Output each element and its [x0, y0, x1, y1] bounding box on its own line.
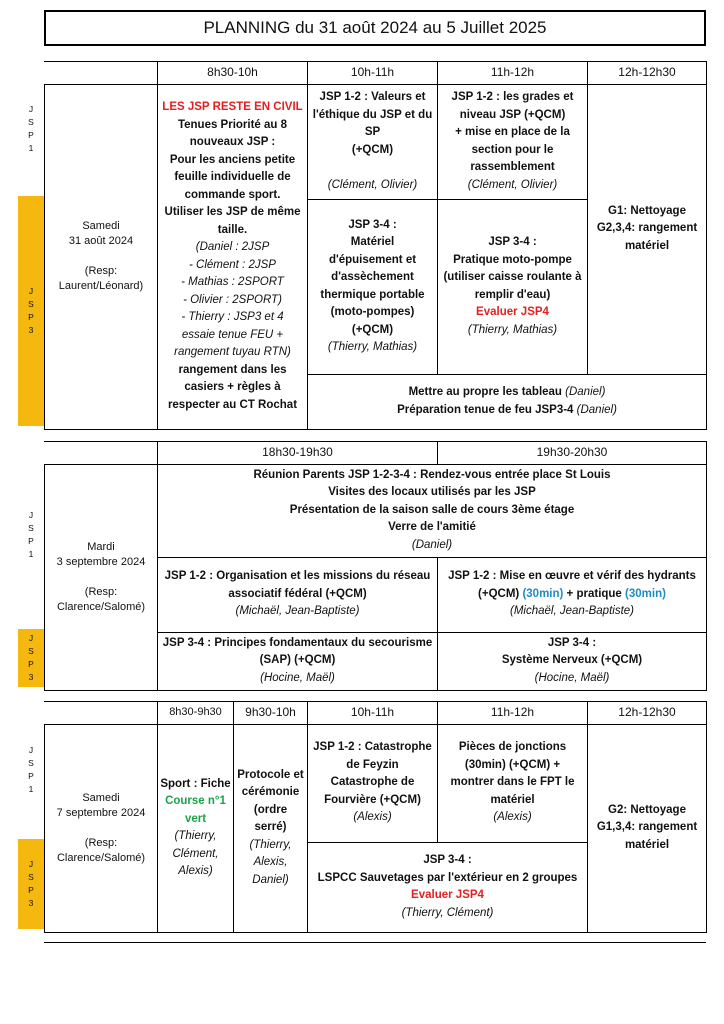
activity-values-ethics: JSP 1-2 : Valeurs et l'éthique du JSP et du SP (+QCM) (Clément, Olivier): [308, 84, 438, 199]
group-sidebar: [18, 701, 44, 929]
date-cell: Samedi 31 août 2024 (Resp: Laurent/Léonard): [45, 84, 158, 429]
time-header: 11h-12h: [438, 62, 588, 85]
time-header: 11h-12h: [438, 702, 588, 725]
activity-preparation: Mettre au propre les tableau (Daniel) Préparation tenue de feu JSP3-4 (Daniel): [308, 374, 707, 429]
time-header: 18h30-19h30: [158, 442, 438, 465]
alert-text: Evaluer JSP4: [411, 889, 484, 901]
jsp3-label: J S P 3: [18, 839, 44, 929]
activity-cleaning: G1: Nettoyage G2,3,4: rangement matériel: [588, 84, 707, 374]
activity-cleaning: G2: Nettoyage G1,3,4: rangement matériel: [588, 724, 707, 932]
activity-grades: JSP 1-2 : les grades et niveau JSP (+QCM) + mise en place de la section pour le rassemblement (Clément, Olivier): [438, 84, 588, 199]
activity-junction-parts: Pièces de jonctions (30min) (+QCM) + montrer dans le FPT le matériel (Alexis): [438, 724, 588, 842]
time-header: 10h-11h: [308, 702, 438, 725]
schedule-block-sep7: [18, 701, 706, 929]
jsp3-label: J S P 3: [18, 196, 44, 426]
activity-nervous-system: JSP 3-4 : Système Nerveux (+QCM) (Hocine, Maël): [438, 632, 707, 690]
alert-text: Evaluer JSP4: [476, 306, 549, 318]
activity-pumping-equipment: JSP 3-4 : Matériel d'épuisement et d'assèchement thermique portable (moto-pompes) (+QCM) (Thierry, Mathias): [308, 199, 438, 374]
date-cell: Samedi 7 septembre 2024 (Resp: Clarence/Salomé): [45, 724, 158, 932]
time-header: 12h-12h30: [588, 702, 707, 725]
date-cell: Mardi 3 septembre 2024 (Resp: Clarence/Salomé): [45, 464, 158, 690]
schedule-table: [44, 701, 707, 933]
separator-line: [44, 942, 706, 943]
time-header: 9h30-10h: [234, 702, 308, 725]
jsp3-label: J S P 3: [18, 629, 44, 687]
activity-pump-practice: JSP 3-4 : Pratique moto-pompe (utiliser caisse roulante à remplir d'eau) Evaluer JSP4 (Thierry, Mathias): [438, 199, 588, 374]
schedule-table: [44, 61, 707, 430]
time-header: 10h-11h: [308, 62, 438, 85]
time-header: 12h-12h30: [588, 62, 707, 85]
empty-corner: [45, 702, 158, 725]
activity-first-aid: JSP 3-4 : Principes fondamentaux du secourisme (SAP) (+QCM) (Hocine, Maël): [158, 632, 438, 690]
activity-rescue-exterior: JSP 3-4 : LSPCC Sauvetages par l'extérieur en 2 groupes Evaluer JSP4 (Thierry, Clément): [308, 842, 588, 932]
schedule-block-aug31: [18, 61, 706, 426]
empty-corner: [45, 442, 158, 465]
time-header: 19h30-20h30: [438, 442, 707, 465]
activity-civil-outfits: LES JSP RESTE EN CIVIL Tenues Priorité au 8 nouveaux JSP : Pour les anciens petite feuille individuelle de commande sport. Utiliser les JSP de même taille. (Daniel : 2JSP - Clément : 2JSP - Mathias : 2SPORT - Olivier : 2SPORT) - Thierry : JSP3 et 4 essaie tenue FEU + rangement tuyau RTN) rangement dans les casiers + règles à respecter au CT Rochat: [158, 84, 308, 429]
page-title: [44, 10, 706, 46]
group-sidebar: [18, 61, 44, 426]
empty-corner: [45, 62, 158, 85]
activity-sport: Sport : Fiche Course n°1 vert (Thierry, Clément, Alexis): [158, 724, 234, 932]
schedule-table: [44, 441, 707, 691]
group-sidebar: [18, 441, 44, 687]
schedule-block-sep3: [18, 441, 706, 687]
activity-hydrants: JSP 1-2 : Mise en œuvre et vérif des hydrants (+QCM) (30min) + pratique (30min) (Michaël, Jean-Baptiste): [438, 557, 707, 632]
activity-protocol: Protocole et cérémonie (ordre serré) (Thierry, Alexis, Daniel): [234, 724, 308, 932]
jsp1-label: J S P 1: [28, 745, 34, 794]
activity-catastrophes: JSP 1-2 : Catastrophe de Feyzin Catastrophe de Fourvière (+QCM) (Alexis): [308, 724, 438, 842]
time-header: 8h30-9h30: [158, 702, 234, 725]
page-title-text: PLANNING du 31 août 2024 au 5 Juillet 2025: [203, 18, 547, 37]
jsp1-label: J S P 1: [28, 103, 34, 153]
alert-text: LES JSP RESTE EN CIVIL: [162, 101, 303, 113]
activity-parents-meeting: Réunion Parents JSP 1-2-3-4 : Rendez-vous entrée place St Louis Visites des locaux utilisés par les JSP Présentation de la saison salle de cours 3ème étage Verre de l'amitié (Daniel): [158, 464, 707, 557]
time-header: 8h30-10h: [158, 62, 308, 85]
activity-federal-network: JSP 1-2 : Organisation et les missions du réseau associatif fédéral (+QCM) (Michaël, Jean-Baptiste): [158, 557, 438, 632]
jsp1-label: J S P 1: [28, 510, 34, 559]
